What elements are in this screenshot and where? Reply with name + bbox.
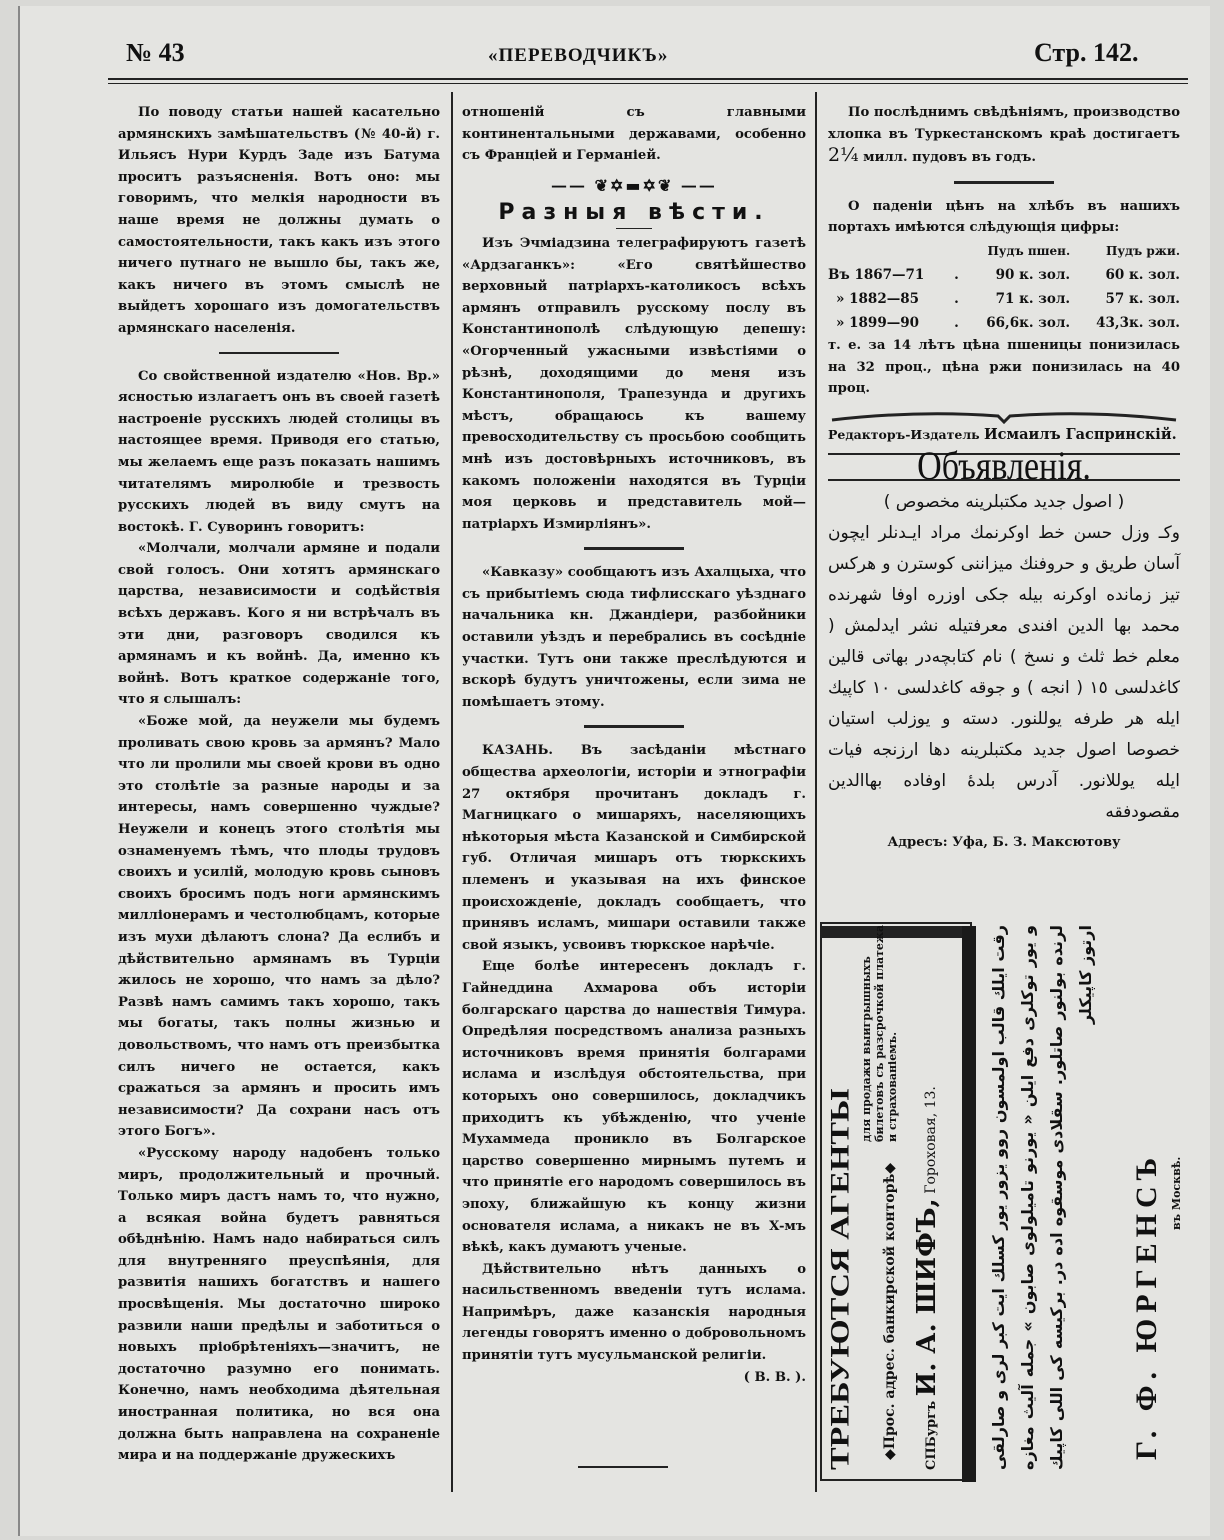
advert-right-firm: Г. Ф. ЮРГЕНСЪ <box>1130 1151 1163 1460</box>
advert-firm-line <box>912 1086 942 1470</box>
diamond-icon: ◆ <box>882 1162 898 1174</box>
news-item: Дѣйствительно нѣтъ данныхъ о насильственномъ введеніи тутъ ислама. Напримѣръ, даже казанскія народныя легенды говорятъ именно о добровольномъ принятіи тутъ мусульманской религіи. <box>462 1261 806 1364</box>
news-item: Еще болѣе интересенъ докладъ г. Гайнеддина Ахмарова объ исторіи болгарскаго царства до нашествія Тимура. Опредѣляя посредствомъ анализа разныхъ источниковъ время принятія болгарами ислама и изслѣдуя обстоятельства, при которыхъ оно совершилось, докладчикъ приходитъ къ убѣжденію, что ученіе Мухаммеда проникло въ Болгарское царство совершенно мирнымъ путемъ и что принятіе его народомъ совершилось въ эпоху, ближайшую къ концу жизни основателя ислама, а никакъ не въ X-мъ вѣкѣ, какъ думаютъ ученые. <box>462 959 806 1256</box>
separator <box>219 352 339 354</box>
separator <box>584 725 684 728</box>
brace-rule <box>828 408 1180 424</box>
arabic-rotated-advert: رقت ايلك قالب اولمسون روو يزور يور كسلك ايت كبر لرى و صارلقى و يور توكلرى دفع ايلن « يورنو تاميلولوى صابون » جمله آليث مغازه لرنده بولنور صاتلور. سقلادى موسقوه اده در. بركيسه كى اللى كاپيك ارتوز كاپيكلر <box>989 925 1095 1470</box>
advert-address: Адресъ: Уфа, Б. З. Максютову <box>887 834 1121 850</box>
arabic-advert: وكـ وزل حسن خط اوكرنمك مراد ايـدنلر ايچون آسان طريق و حروفنك ميزاننى كوسترن و هركس تيز زمانده اوكرنه بيله جكى اوزره اوفا شهرنده محمد بها الدين افندى معرفتيله نشر ايدلمش ( معلم خط ثلث و نسخ ) نام كتابچه‌در بهاتى قالين كاغدلسى ١٥ ( انجه ) و جوقه كاغدلسى ١٠ كاپيك ايله هر طرفه يوللنور. دسته و يوزلب استيان خصوصا اصول جديد مكتبلرينه دها ارزنجه فيات ايله يوللانور. آدرس بلدهٔ اوفاده بهاالدين مقصودفقه <box>828 522 1180 822</box>
advert-firm: И. А. ШИФЪ, <box>912 1198 942 1397</box>
ornament: —— ❦✡▬✡❦ —— <box>551 175 717 195</box>
cotton-note: По послѣднимъ свѣдѣніямъ, производство хлопка въ Туркестанскомъ краѣ достигаетъ 2¼ милл. пудовъ въ годъ. <box>828 105 1180 167</box>
editor-name: Исмаилъ Гаспринскій. <box>983 425 1177 443</box>
issue-number: № 43 <box>126 38 185 67</box>
news-item: КАЗАНЬ. Въ засѣданіи мѣстнаго общества археологіи, исторіи и этнографіи 27 октября прочитанъ докладъ г. Магницкаго о мишаряхъ, населяющихъ нѣкоторыя мѣста Казанской и Симбирской губ. Отличая мишаръ отъ тюркскихъ племенъ и указывая на ихъ финское происхожденіе, докладъ сообщаетъ, что принявъ исламъ, мишари оставили также свой языкъ, усвоивъ тюркское нарѣчіе. <box>462 743 806 953</box>
column-divider <box>451 92 453 1492</box>
ads-title: Объявленія. <box>917 443 1091 489</box>
right-column <box>828 102 1180 854</box>
separator <box>616 228 652 229</box>
end-rule <box>578 1466 668 1468</box>
article-paragraph: Со свойственной издателю «Нов. Вр.» ясностью излагаетъ онъ въ своей газетѣ настроеніе русскихъ людей столицы въ настоящее время. Приводя его статью, мы желаемъ еще разъ показать нашимъ читателямъ миролюбіе и трезвость русскихъ людей въ виду смутъ на востокѣ. Г. Суворинъ говоритъ: <box>118 368 440 535</box>
middle-column <box>462 102 806 1388</box>
diamond-icon: ◆ <box>882 1449 898 1460</box>
advert-line1: для продажи выигрышныхъ билетовъ съ разсрочкой платежа и страхованіемъ. <box>860 924 899 1142</box>
news-item: «Кавказу» сообщаютъ изъ Ахалцыха, что съ прибытіемъ сюда тифлисскаго уѣзднаго начальника кн. Джандіери, разбойники оставили уѣздъ и перебрались въ сосѣдніе участки. Тутъ они также преслѣдуются и вскорѣ будутъ уничтожены, если зима не помѣшаетъ этому. <box>462 565 806 710</box>
left-column <box>118 102 440 1467</box>
editor-line <box>828 424 1180 446</box>
section-title: Разныя вѣсти. <box>498 200 770 226</box>
cotton-amount: 2¼ <box>828 144 859 167</box>
column-divider <box>815 92 817 1492</box>
article-paragraph: «Боже мой, да неужели мы будемъ проливать свою кровь за армянъ? Мало что ли пролили мы своей крови въ одно это столѣтіе за разные народы и за интересы, намъ совершенно чуждые? Неужели и конецъ этого столѣтія мы ознаменуемъ тѣмъ, что плоды трудовъ своихъ и усилій, молодую кровь сыновъ своихъ бросимъ подъ ноги армянскимъ милліонерамъ и честолюбцамъ, которые изъ мухи дѣлаютъ слона? Да еслибъ и дѣйствительно армянамъ въ Турціи жилось не хорошо, что намъ за дѣло? Развѣ намъ самимъ такъ хорошо, такъ мы богаты, такъ полны жизнью и довольствомъ, что намъ отъ преизбытка силъ ничего не остается, какъ сражаться за армянъ и просить имъ независимости? Да сохрани насъ отъ этого Богъ». <box>118 714 440 1140</box>
advert-street: Гороховая, 13. <box>923 1086 939 1194</box>
news-item: Изъ Эчміадзина телеграфируютъ газетѣ «Ардзаганкъ»: «Его святѣйшество верховный патріархъ-католикосъ всѣхъ армянъ отправилъ русскому послу въ Константинополѣ слѣдующую депешу: «Огорченный ужасными извѣстіями о рѣзнѣ, доходящими до меня изъ Константинополя, Трапезунда и другихъ мѣстъ, обращаюсь къ вашему превосходительству съ просьбою сообщить мнѣ изъ достовѣрныхъ источниковъ, въ какомъ положеніи находятся въ Турціи моя церковь и представитель мой—патріархъ Измирліянъ». <box>462 235 806 532</box>
table-row: » 1899—90 . 66,6к. зол. 43,3к. зол. <box>836 314 1180 331</box>
arabic-heading: ( اصول جديد مكتبلرينه مخصوص ) <box>883 491 1125 512</box>
advert-frame-bar <box>962 926 976 1482</box>
prices-table <box>828 239 1180 335</box>
prices-conclusion: т. е. за 14 лѣтъ цѣна пшеницы понизилась на 32 проц., цѣна ржи понизилась на 40 проц. <box>828 337 1180 397</box>
page-number: Стр. 142. <box>1034 38 1139 67</box>
advert-city: СПБургъ <box>924 1400 939 1470</box>
header-rule <box>108 78 1188 80</box>
header-rule-thin <box>108 83 1188 84</box>
table-row: Въ 1867—71 . 90 к. зол. 60 к. зол. <box>828 266 1180 283</box>
article-paragraph: «Русскому народу надобенъ только миръ, продолжительный и прочный. Только миръ дастъ намъ то, что нужно, а всякая война будетъ равняться обѣднѣнію. Намъ надо набираться силъ для внутренняго преуспѣянія, для развитія нашихъ богатствъ и нашего просвѣщенія. Мы достаточно широко развили наши предѣлы и заботиться о новыхъ пріобрѣтеніяхъ—значитъ, не достаточно разумно его понимать. Конечно, намъ необходима дѣятельная иностранная политика, но вся она должна быть направлена на сохраненіе мира и на поддержаніе дружескихъ <box>118 1145 440 1464</box>
table-header-row <box>828 239 1180 263</box>
newspaper-title: «ПЕРЕВОДЧИКЪ» <box>488 45 669 66</box>
article-paragraph: «Молчали, молчали армяне и подали свой голосъ. Они хотятъ армянскаго царства, независимости и содѣйствія всѣхъ державъ. Кого я ни встрѣчалъ въ эти дни, разговоръ сводился къ армянамъ и къ войнѣ. Да, именно къ войнѣ. Вотъ краткое содержаніе того, что я слышалъ: <box>118 541 440 708</box>
separator <box>584 547 684 550</box>
article-paragraph: По поводу статьи нашей касательно армянскихъ замѣшательствъ (№ 40-й) г. Ильясъ Нури Курдъ Заде изъ Батума проситъ разъясненія. Вотъ оно: мы говоримъ, что мелкія народности въ наше время не должны думать о самостоятельности, такъ какъ изъ этого ничего путнаго не вышло бы, такъ же, какъ ничего въ этомъ смыслѣ не выйдетъ хорошаго изъ домогательствъ армянскаго населенія. <box>118 105 440 336</box>
table-row: » 1882—85 . 71 к. зол. 57 к. зол. <box>836 290 1180 307</box>
column-header: Пудъ ржи. <box>1106 243 1180 258</box>
separator <box>954 181 1054 184</box>
column-header: Пудъ пшен. <box>987 243 1071 258</box>
advert-headline: ТРЕБУЮТСЯ АГЕНТЫ <box>826 1088 855 1470</box>
advert-contact: ◆Прос. адрес. банкирской конторѣ◆ <box>882 1162 898 1460</box>
prices-intro: О паденіи цѣнъ на хлѣбъ въ нашихъ портахъ имѣются слѣдующія цифры: <box>828 198 1180 236</box>
signature: ( В. В. ). <box>743 1369 806 1385</box>
editor-label: Редакторъ-Издатель <box>828 426 980 442</box>
advert-right-city: въ Москвѣ. <box>1170 1156 1183 1230</box>
continuation-text: отношеній съ главными континентальными державами, особенно съ Франціей и Германіей. <box>462 105 806 164</box>
